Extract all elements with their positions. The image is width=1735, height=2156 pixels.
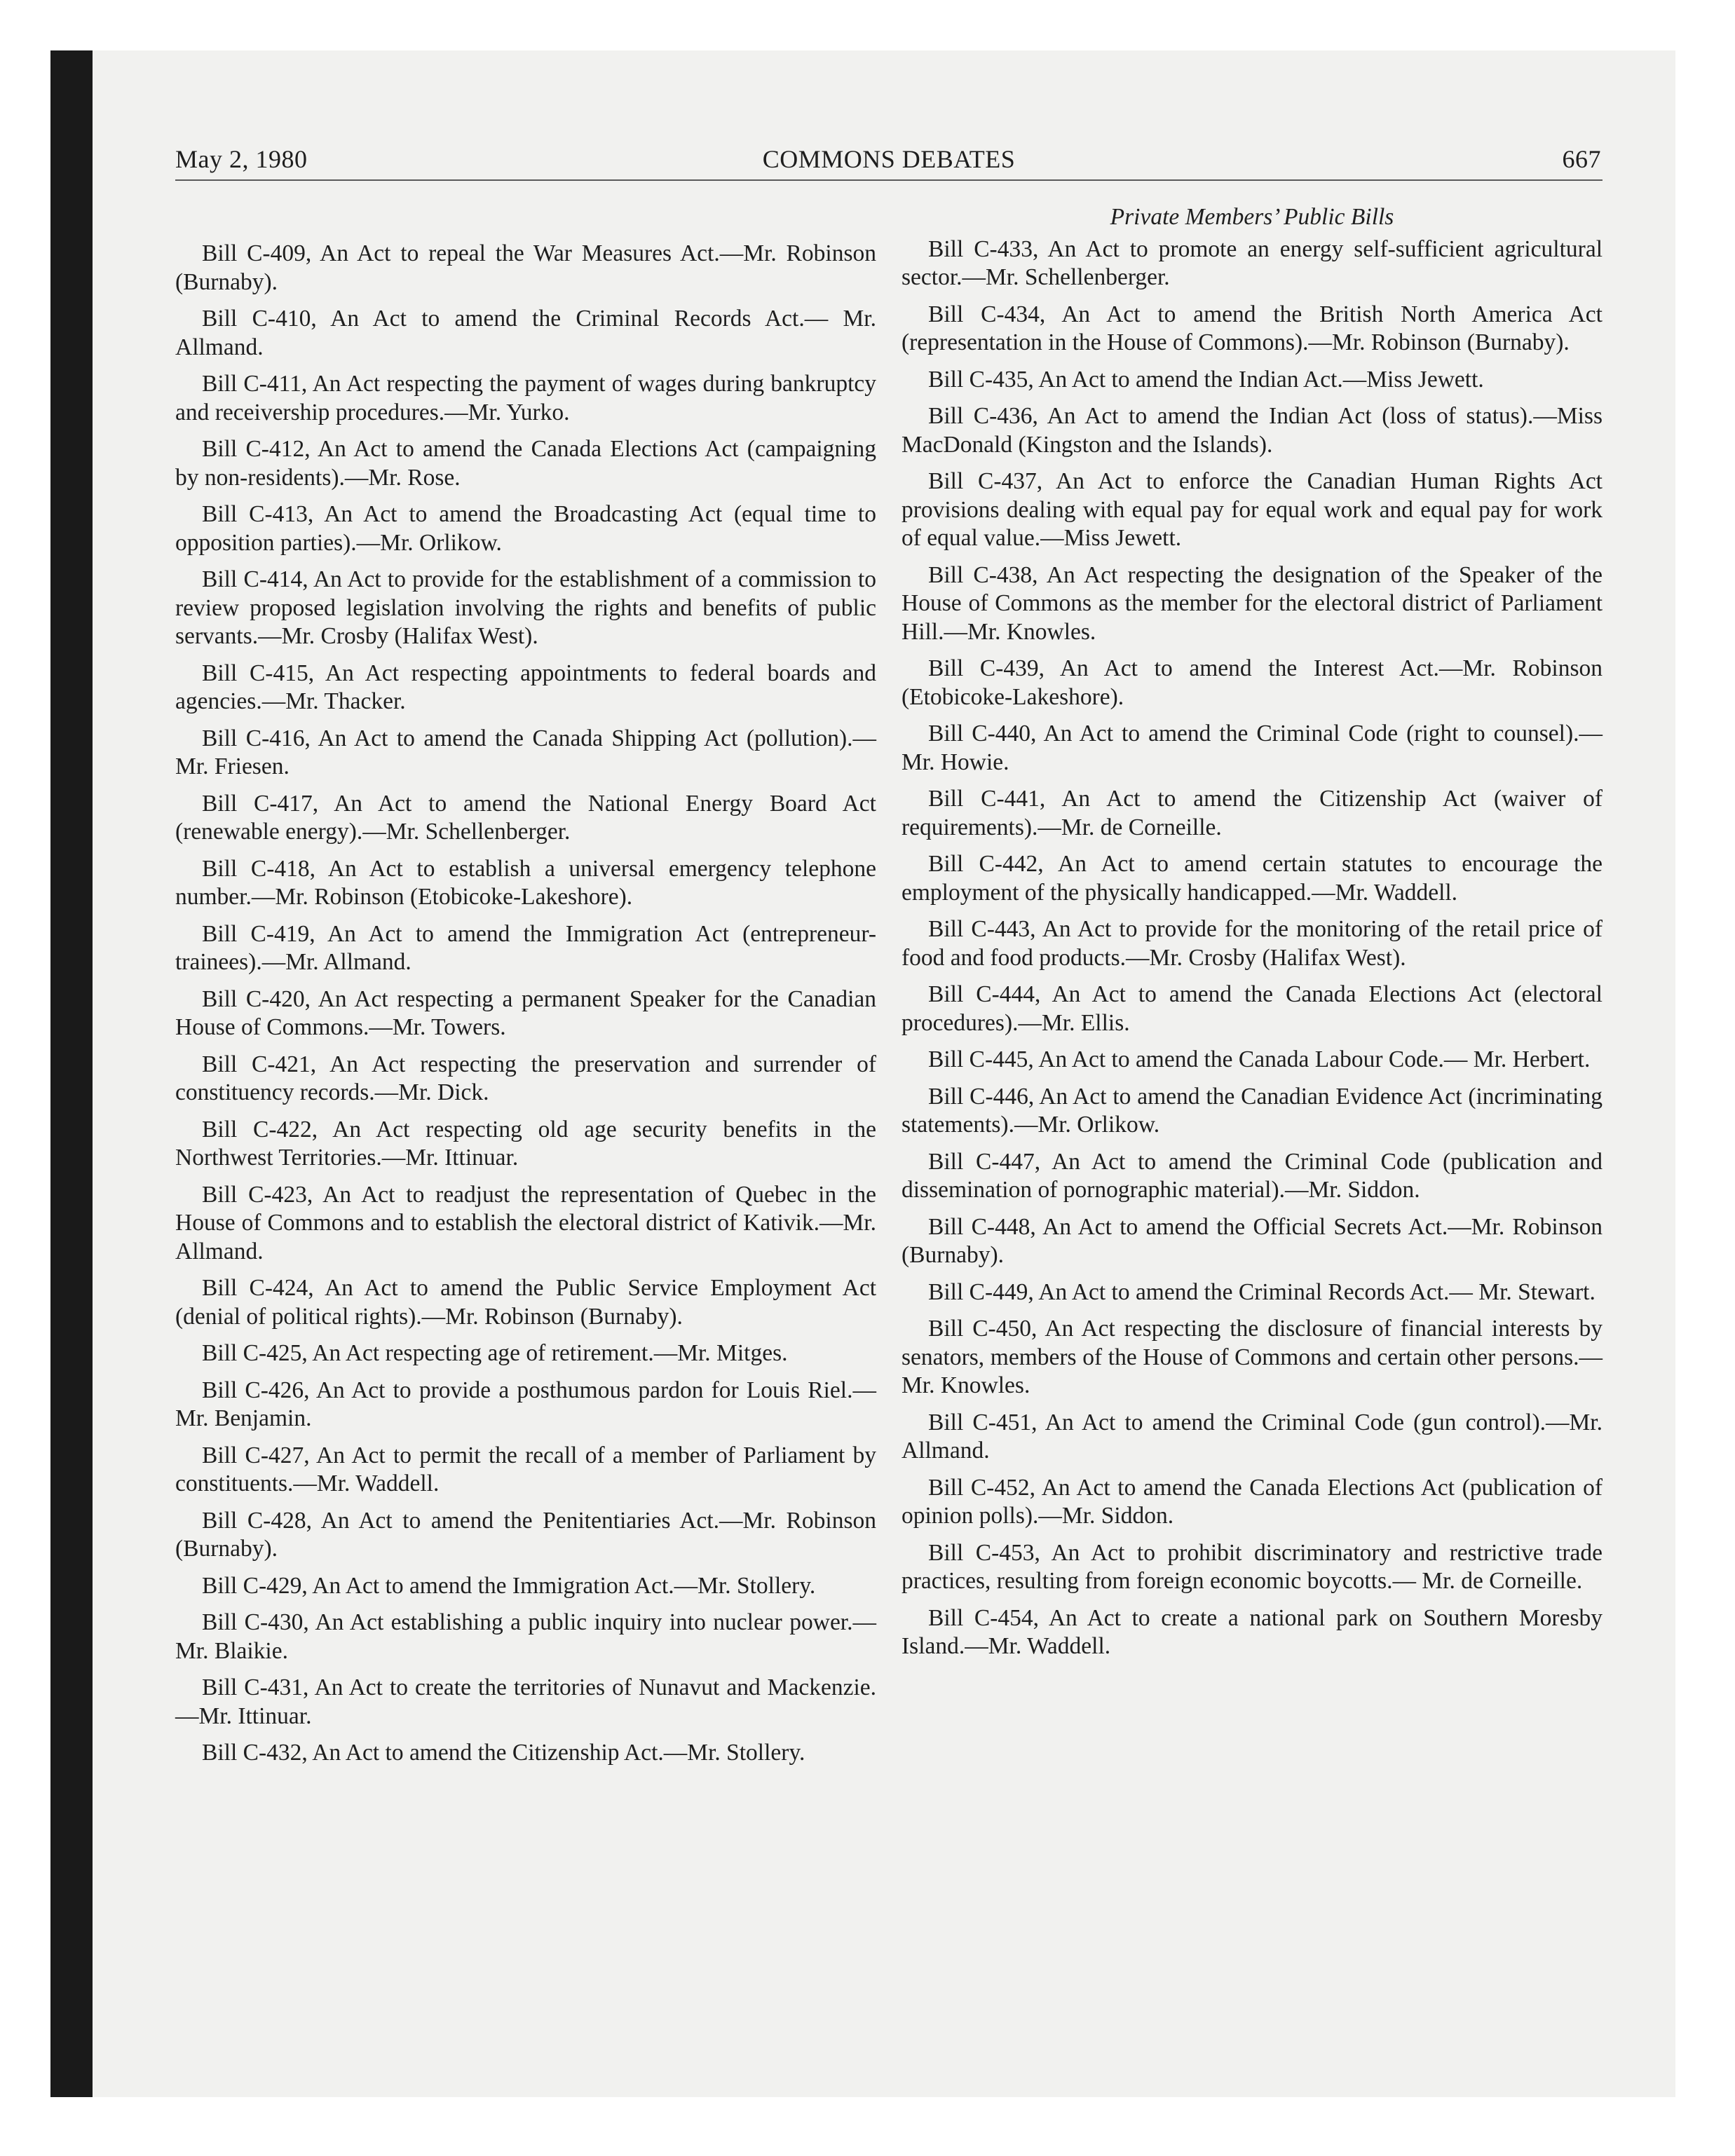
bill-entry: Bill C-425, An Act respecting age of retirement.—Mr. Mitges.: [202, 1340, 788, 1366]
bill-entry: Bill C-440, An Act to amend the Criminal Code (right to counsel).—Mr. Howie.: [901, 721, 1603, 775]
bill-entry: Bill C-437, An Act to enforce the Canadian Human Rights Act provisions dealing with equal pay for equal work and equal pay for work of equal value.—Miss Jewett.: [901, 468, 1603, 551]
bill-entry: Bill C-442, An Act to amend certain statutes to encourage the employment of the physically handicapped.—Mr. Waddell.: [901, 851, 1603, 906]
bill-entry: Bill C-412, An Act to amend the Canada Elections Act (campaigning by non-residents).—Mr. Rose.: [175, 436, 876, 491]
bill-entry: Bill C-452, An Act to amend the Canada Elections Act (publication of opinion polls).—Mr. Siddon.: [901, 1474, 1603, 1529]
bill-entry: Bill C-433, An Act to promote an energy self-sufficient agricultural sector.—Mr. Schellenberger.: [901, 236, 1603, 290]
bill-entry: Bill C-426, An Act to provide a posthumous pardon for Louis Riel.—Mr. Benjamin.: [175, 1377, 876, 1431]
bill-entry: Bill C-427, An Act to permit the recall of a member of Parliament by constituents.—Mr. Waddell.: [175, 1442, 876, 1496]
section-heading: Private Members’ Public Bills: [1110, 204, 1394, 230]
bill-entry: Bill C-438, An Act respecting the designation of the Speaker of the House of Commons as the member for the electoral district of Parliament Hill.—Mr. Knowles.: [901, 561, 1603, 645]
bill-entry: Bill C-432, An Act to amend the Citizenship Act.—Mr. Stollery.: [202, 1740, 805, 1766]
bill-entry: Bill C-434, An Act to amend the British North America Act (representation in the House of Commons).—Mr. Robinson (Burnaby).: [901, 301, 1603, 355]
bill-entry: Bill C-451, An Act to amend the Criminal Code (gun control).—Mr. Allmand.: [901, 1409, 1603, 1464]
bill-entry: Bill C-410, An Act to amend the Criminal Records Act.— Mr. Allmand.: [175, 306, 876, 360]
binding-edge: [50, 50, 93, 2097]
bill-entry: Bill C-447, An Act to amend the Criminal Code (publication and dissemination of pornographic material).—Mr. Siddon.: [901, 1148, 1603, 1203]
bill-entry: Bill C-435, An Act to amend the Indian Act.—Miss Jewett.: [928, 366, 1484, 393]
bill-entry: Bill C-429, An Act to amend the Immigration Act.—Mr. Stollery.: [202, 1572, 816, 1599]
bill-entry: Bill C-446, An Act to amend the Canadian Evidence Act (incriminating statements).—Mr. Orlikow.: [901, 1083, 1603, 1138]
right-column: [901, 203, 1603, 1670]
bill-entry: Bill C-422, An Act respecting old age security benefits in the Northwest Territories.—Mr. Ittinuar.: [175, 1116, 876, 1171]
bill-entry: Bill C-414, An Act to provide for the establishment of a commission to review proposed legislation involving the rights and benefits of public servants.—Mr. Crosby (Halifax West).: [175, 566, 876, 649]
bill-entry: Bill C-431, An Act to create the territories of Nunavut and Mackenzie.—Mr. Ittinuar.: [175, 1674, 876, 1729]
bill-entry: Bill C-443, An Act to provide for the monitoring of the retail price of food and food products.—Mr. Crosby (Halifax West).: [901, 916, 1603, 971]
bill-entry: Bill C-421, An Act respecting the preservation and surrender of constituency records.—Mr. Dick.: [175, 1051, 876, 1105]
bill-entry: Bill C-420, An Act respecting a permanent Speaker for the Canadian House of Commons.—Mr. Towers.: [175, 985, 876, 1040]
bill-entry: Bill C-441, An Act to amend the Citizenship Act (waiver of requirements).—Mr. de Corneille.: [901, 786, 1603, 840]
bill-entry: Bill C-415, An Act respecting appointments to federal boards and agencies.—Mr. Thacker.: [175, 660, 876, 714]
bill-entry: Bill C-413, An Act to amend the Broadcasting Act (equal time to opposition parties).—Mr. Orlikow.: [175, 501, 876, 556]
bill-entry: Bill C-428, An Act to amend the Penitentiaries Act.—Mr. Robinson (Burnaby).: [175, 1507, 876, 1562]
bill-entry: Bill C-409, An Act to repeal the War Measures Act.—Mr. Robinson (Burnaby).: [175, 240, 876, 295]
bill-entry: Bill C-439, An Act to amend the Interest Act.—Mr. Robinson (Etobicoke-Lakeshore).: [901, 655, 1603, 710]
bill-entry: Bill C-436, An Act to amend the Indian Act (loss of status).—Miss MacDonald (Kingston and the Islands).: [901, 403, 1603, 458]
bill-entry: Bill C-454, An Act to create a national park on Southern Moresby Island.—Mr. Waddell.: [901, 1604, 1603, 1659]
bill-entry: Bill C-445, An Act to amend the Canada Labour Code.— Mr. Herbert.: [928, 1046, 1591, 1072]
bill-entry: Bill C-430, An Act establishing a public inquiry into nuclear power.—Mr. Blaikie.: [175, 1609, 876, 1664]
bill-entry: Bill C-453, An Act to prohibit discriminatory and restrictive trade practices, resulting from foreign economic boycotts.— Mr. de Corneille.: [901, 1539, 1603, 1594]
bill-entry: Bill C-448, An Act to amend the Official Secrets Act.—Mr. Robinson (Burnaby).: [901, 1213, 1603, 1268]
bill-entry: Bill C-449, An Act to amend the Criminal Records Act.— Mr. Stewart.: [928, 1278, 1595, 1305]
bill-entry: Bill C-423, An Act to readjust the representation of Quebec in the House of Commons and to establish the electoral district of Kativik.—Mr. Allmand.: [175, 1181, 876, 1264]
header-title: COMMONS DEBATES: [762, 145, 1016, 173]
bill-entry: Bill C-444, An Act to amend the Canada Elections Act (electoral procedures).—Mr. Ellis.: [901, 981, 1603, 1036]
bill-entry: Bill C-419, An Act to amend the Immigration Act (entrepreneur-trainees).—Mr. Allmand.: [175, 920, 876, 975]
bill-entry: Bill C-417, An Act to amend the National Energy Board Act (renewable energy).—Mr. Schellenberger.: [175, 790, 876, 845]
bill-entry: Bill C-450, An Act respecting the disclosure of financial interests by senators, members of the House of Commons and certain other persons.—Mr. Knowles.: [901, 1316, 1603, 1398]
bill-entry: Bill C-418, An Act to establish a universal emergency telephone number.—Mr. Robinson (Etobicoke-Lakeshore).: [175, 855, 876, 910]
running-header: [175, 142, 1603, 181]
bill-entry: Bill C-424, An Act to amend the Public Service Employment Act (denial of political rights).—Mr. Robinson (Burnaby).: [175, 1275, 876, 1330]
bill-entry: Bill C-411, An Act respecting the payment of wages during bankruptcy and receivership procedures.—Mr. Yurko.: [175, 371, 876, 425]
page-number: 667: [1562, 145, 1601, 173]
header-date: May 2, 1980: [175, 145, 308, 173]
bill-entry: Bill C-416, An Act to amend the Canada Shipping Act (pollution).—Mr. Friesen.: [175, 725, 876, 779]
left-column: [175, 240, 876, 1776]
